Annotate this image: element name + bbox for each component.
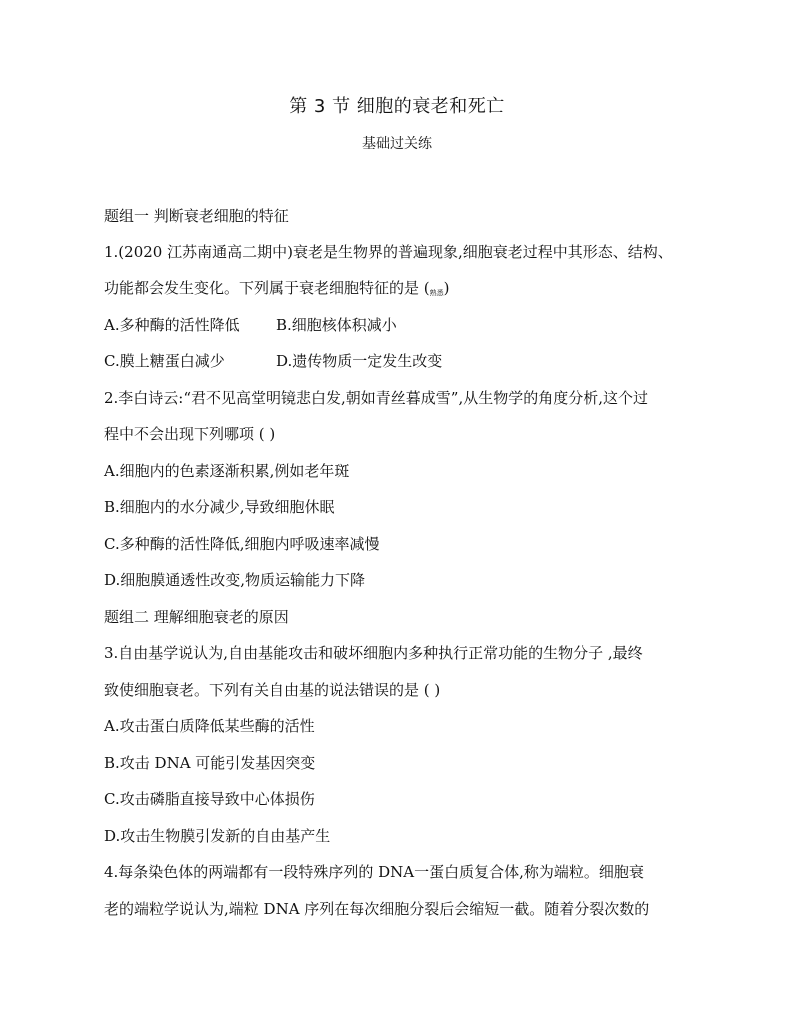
question-1-line-1: 1.(2020 江苏南通高二期中)衰老是生物界的普遍现象,细胞衰老过程中其形态、结构、 [104,243,673,261]
question-1-options-row-1 [104,315,397,335]
question-1-option-b: B.细胞核体积减小 [276,316,397,334]
group-heading-2: 题组二 理解细胞衰老的原因 [104,608,289,626]
question-4-line-2: 老的端粒学说认为,端粒 DNA 序列在每次细胞分裂后会缩短一截。随着分裂次数的 [104,900,650,918]
question-2-option-c: C.多种酶的活性降低,细胞内呼吸速率减慢 [104,535,380,553]
question-1-option-c: C.膜上糖蛋白减少 [104,352,225,370]
difficulty-tag: 熟悉 [429,289,444,297]
question-2-option-d: D.细胞膜通透性改变,物质运输能力下降 [104,571,366,589]
question-3-option-b: B.攻击 DNA 可能引发基因突变 [104,754,316,772]
question-2-option-b: B.细胞内的水分减少,导致细胞休眠 [104,498,335,516]
question-3-option-d: D.攻击生物膜引发新的自由基产生 [104,827,331,845]
question-1-option-d: D.遗传物质一定发生改变 [276,352,443,370]
page-subtitle: 基础过关练 [362,136,432,152]
question-2-option-a: A.细胞内的色素逐渐积累,例如老年斑 [104,462,350,480]
question-1-option-a: A.多种酶的活性降低 [104,316,240,334]
question-1-stem: 功能都会发生变化。下列属于衰老细胞特征的是 ( [104,279,430,297]
question-3-option-a: A.攻击蛋白质降低某些酶的活性 [104,717,315,735]
question-4-line-1: 4.每条染色体的两端都有一段特殊序列的 DNA一蛋白质复合体,称为端粒。细胞衰 [104,863,644,881]
group-heading-1: 题组一 判断衰老细胞的特征 [104,207,289,225]
question-1-paren-close: ) [443,279,450,297]
question-1-options-row-2 [104,351,442,371]
question-2-line-1: 2.李白诗云:“君不见高堂明镜悲白发,朝如青丝暮成雪”,从生物学的角度分析,这个过 [104,389,649,407]
question-1-line-2 [104,278,449,301]
question-2-line-2: 程中不会出现下列哪项 ( ) [104,425,276,443]
page-title: 第 3 节 细胞的衰老和死亡 [289,96,505,117]
question-3-line-1: 3.自由基学说认为,自由基能攻击和破坏细胞内多种执行正常功能的生物分子 ,最终 [104,644,643,662]
question-3-line-2: 致使细胞衰老。下列有关自由基的说法错误的是 ( ) [104,681,441,699]
question-3-option-c: C.攻击磷脂直接导致中心体损伤 [104,790,315,808]
